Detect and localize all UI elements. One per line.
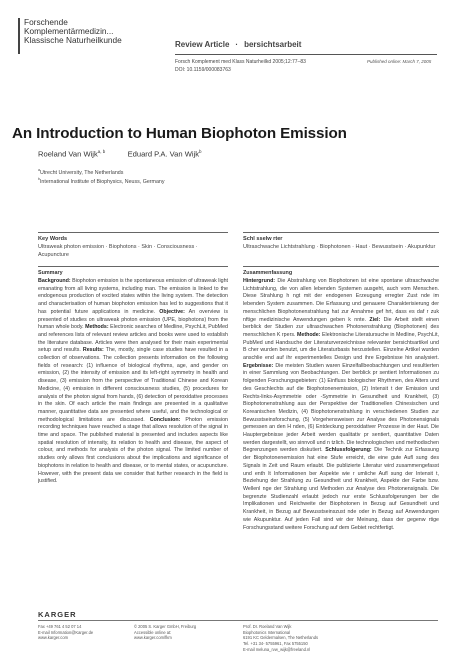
header-rule	[175, 54, 437, 55]
keywords-text: Ultraweak photon emission · Biophotons · Skin · Consciousness · Acupuncture	[38, 244, 198, 258]
journal-name-line-3: Klassische Naturheilkunde	[24, 35, 122, 45]
publisher-website[interactable]: www.karger.com	[38, 635, 69, 641]
zusammenfassung-text: Hintergrund: Die Abstrahlung von Biophotonen ist eine spontane ultraschwache Lichtstrahlung, die von allen lebenden Systemen ausgeht, auch vom Menschen. Diese Strahlung h ngt mit der endogenen Erzeugung erregter Zust nde im lebenden System zusammen. Die Erfassung und genauere Charakterisierung der menschlichen Biophotonenstrahlung hat zur Annahme gef hrt, dass es daf r zuk nftige medizinische Anwendungen geben k nnte. Ziel: Die Arbeit stellt einen berblick der Studien zur ultraschwachen Photonenstrahlung (Biophotonen) des menschlichen K rpers. Methode: Elektronische Literatursuche in Medline, PsychLit, PubMed und Handsuche der Literaturverzeichnisse relevanter bersichtsartikel und B cher wurden benutzt, um die Literaturbasis herzustellen. Einzelne Artikel wurden anschlie end auf ihr experimentelles Design und ihre Ergebnisse hin analysiert. Ergebnisse: Die meisten Studien waren Einzelfallbeobachtungen und resultierten in einer Sammlung von Beobachtungen. Der berblick pr sentiert Informationen zu folgenden Forschungsgebieten: (1) Einfluss biologischer Rhythmen, des Alters und des Geschlechts auf die Biophotonenemission, (2) Intensit t der Emission und Rechts-links-Asymmetrie oder -Symmetrie in Gesundheit und Krankheit, (3) Biophotonenstrahlung aus der Perspektive der Traditionellen Chinesischen und Koreanischen Medizin, (4) Biophotonenstrahlung in verschiedenen Studien zur Bewusstseinsforschung, (5) Vorgehensweisen zur Analyse des Photonensignals gemessen an den H nden, (6) Entdeckung peroxidativer Prozesse in der Haut. Die Hauptergebnisse jeder Arbeit werden qualitativ pr sentiert, quantitative Daten werden dargestellt, wo sinnvoll und n tzlich. Die technologischen und methodischen Begrenzungen werden diskutiert. Schlussfolgerung: Die Technik zur Erfassung der Biophotonenemission hat eine Stufe erreicht, die eine gute Aufl sung des Signals in Zeit und Raum erlaubt. Die publizierte Literatur wird zusammengefasst und enth lt Informationen ber Aspekte wie r umliche Aufl sung der Intensit t, Beziehung der Strahlung zu Gesundheit und Krankheit, Aspekte der Farbe bzw. Wellenl nge der Strahlung und Methoden zur Analyse des Photonensignals. Die begrenzte Studienzahl erlaubt jedoch nur erste Schlussfolgerungen ber die Implikationen und Reichweite der Biophotonen in Bezug auf Gesundheit und Krankheit, in Bezug auf Bewusstseinszust nde oder in Bezug auf Anwendungen wie Akupunktur. Auf jeden Fall sind wir der Meinung, dass der gegenw rtige Forschungsstand weitere Forschung auf dem Gebiet rechtfertigt.	[243, 278, 439, 531]
article-type	[175, 40, 301, 49]
schluesselwoerter-text: Ultraschwache Lichtstrahlung · Biophotonen · Haut · Bewusstsein · Akupunktur	[243, 244, 436, 250]
article-type-separator: ·	[235, 40, 239, 49]
keywords-rule	[38, 232, 228, 233]
affiliation	[38, 168, 123, 176]
article-type-en: Review Article	[175, 40, 230, 49]
article-type-de: bersichtsarbeit	[244, 40, 302, 49]
correspondent-name: Prof. Dr. Roeland Van Wijk	[243, 624, 292, 629]
journal-url[interactable]: www.karger.com/fkm	[134, 635, 172, 641]
affiliation-marker: b	[38, 177, 40, 181]
summary-heading: Summary	[38, 270, 63, 276]
copyright-info	[134, 624, 196, 641]
zusammenfassung-heading: Zusammenfassung	[243, 270, 293, 276]
affiliation-text: International Institute of Biophysics, Neuss, Germany	[39, 178, 165, 185]
publisher-contact	[38, 624, 93, 641]
schluesselwoerter-heading: Schl sselw rter	[243, 236, 283, 242]
affiliation	[38, 177, 165, 185]
logo-bar	[18, 18, 20, 54]
author-list	[38, 149, 202, 159]
affiliation-marker: a	[38, 168, 40, 172]
correspondent-city: 6191 KC Geldermalsen, The Netherlands	[243, 635, 319, 641]
publisher-logo: KARGER	[38, 610, 77, 619]
footer-rule	[38, 620, 438, 621]
author-affiliation-marker: b	[199, 149, 202, 154]
publisher-fax: Fax +49 761 4 52 07 14	[38, 624, 82, 629]
author-affiliation-marker: a, b	[97, 149, 106, 154]
accessible-online-label: Accessible online at:	[134, 629, 172, 635]
doi: DOI: 10.1159/000083763	[175, 67, 231, 73]
correspondence-address	[243, 624, 318, 653]
copyright: © 2005 S. Karger GmbH, Freiburg	[134, 624, 197, 629]
correspondent-phone: Tel. +31 34- 5755961, Fax 5755150	[243, 641, 308, 647]
publisher-email[interactable]: E-mail Information@Karger.de	[38, 629, 94, 635]
summary-rule	[38, 266, 228, 267]
schluesselwoerter-rule	[243, 232, 439, 233]
correspondent-email[interactable]: E-mail meluna_rvw_wijk@freeland.nl	[243, 646, 311, 652]
keywords-heading: Key Words	[38, 236, 68, 242]
correspondent-org: Biophotonics International	[243, 629, 291, 635]
author-name: Eduard P.A. Van Wijk	[127, 149, 200, 159]
summary-text: Background: Biophoton emission is the spontaneous emission of ultraweak light emanating from all living systems, including man. The emission is linked to the endogenous production of excited states within the living system. The detection and characterisation of human biophoton emission has led to suggestions that it has potential future applications in medicine. Objective: An overview is presented of studies on ultraweak photon emission (UPE, biophotons) from the human whole body. Methods: Electronic searches of Medline, PsychLit, PubMed and references lists of relevant review articles and books were used to establish the literature database. Articles were then analysed for their main experimental setup and results. Results: The, mostly, single case studies have resulted in a collection of observations. The collection presents information on the following fields of research: (1) influence of biological rhythms, age, and gender on emission, (2) the intensity of emission and its left-right symmetry in health and disease, (3) emission from the perspective of Traditional Chinese and Korean Medicine, (4) emission in different consciousness studies, (5) procedures for analysis of the photon signal from hands, (6) detection of peroxidative processes in the skin. Of each article the main findings are presented in a qualitative manner, quantitative data are presented where useful, and the technological or methodological limitations are discussed. Conclusion: Photon emission recording techniques have reached a stage that allows resolution of the signal in time and space. The published material is presented and includes aspects like spatial resolution of intensity, its relation to health and disease, the aspect of colour, and methods for analysis of the photon signal. The limited number of studies only allows first conclusions about the implications and significance of biophotons in relation to health and disease, or to mental states, or acupuncture. However, with the present data we consider that further research in the field is justified.	[38, 278, 228, 485]
published-date: Published online: March 7, 2005	[367, 59, 432, 64]
affiliation-text: Utrecht University, The Netherlands	[39, 169, 124, 176]
author-name: Roeland Van Wijk	[38, 149, 98, 159]
journal-logo	[18, 18, 150, 54]
article-title: An Introduction to Human Biophoton Emission	[12, 125, 347, 142]
zusammenfassung-rule	[243, 266, 439, 267]
journal-name-line-1: Forschende	[24, 17, 68, 27]
journal-name-line-2: Komplementärmedizin...	[24, 26, 114, 36]
citation: Forsch Komplement med Klass Naturheilkd 2005;12:77–83	[175, 59, 306, 65]
